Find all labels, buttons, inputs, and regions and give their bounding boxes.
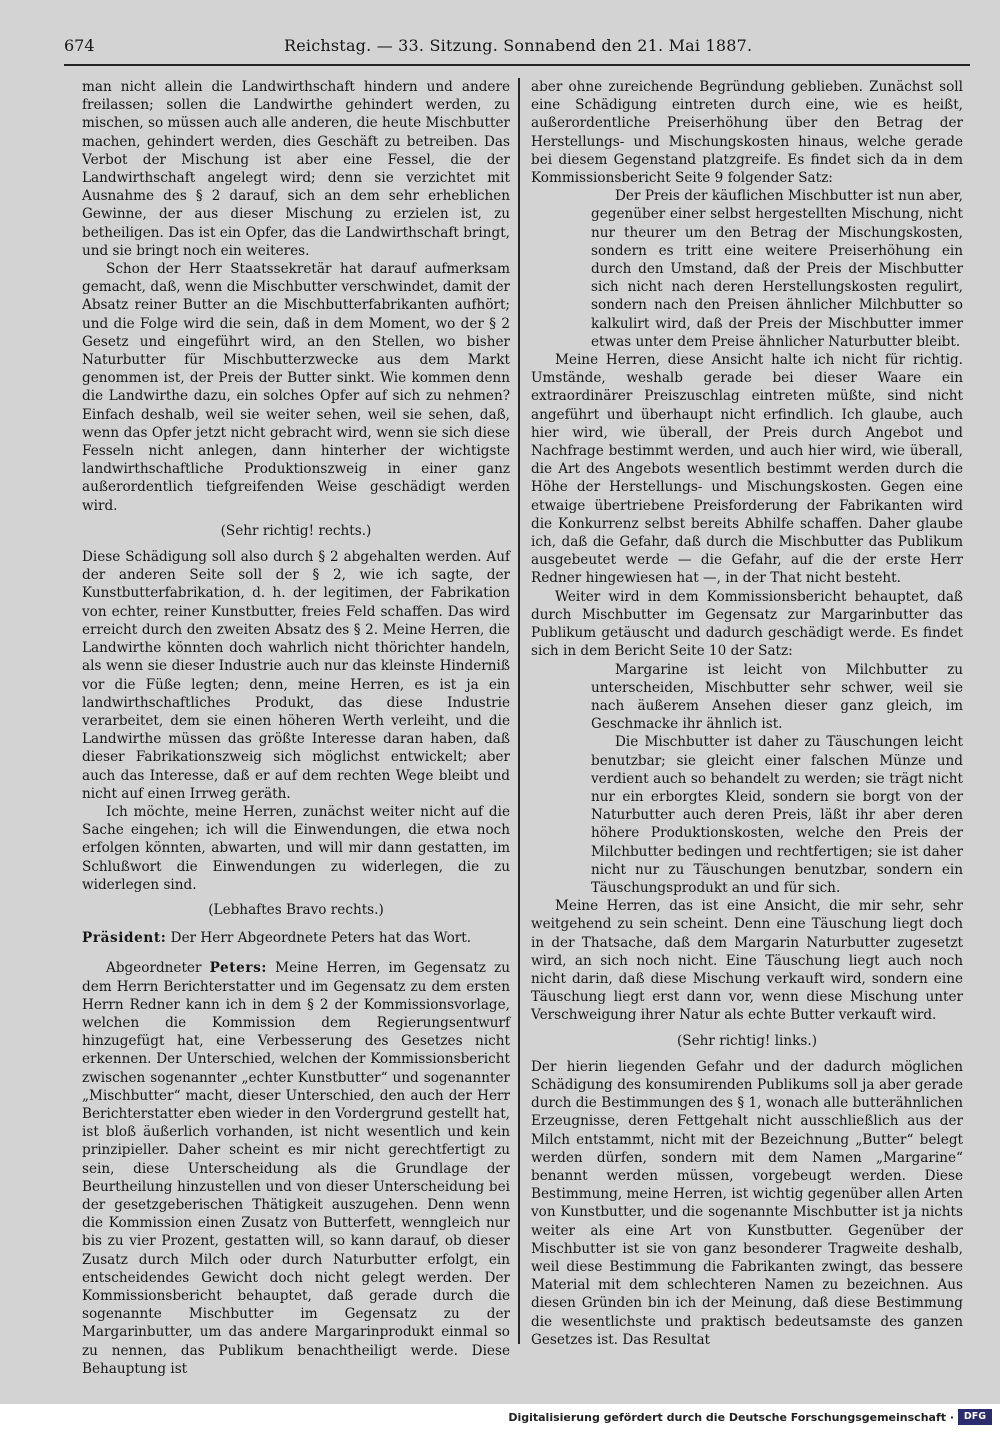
- left-column: [82, 78, 510, 1377]
- digitization-footer: [0, 1404, 1000, 1432]
- paragraph: aber ohne zureichende Begründung geblieben. Zunächst soll eine Schädigung eintreten durch eine, wie es heißt, außerordentliche Preiserhöhung über den Betrag der Herstellungs- und Mischungskosten hinaus, welche gerade bei diesem Gegenstand platzgreife. Es findet sich da in dem Kommissionsbericht Seite 9 folgender Satz:: [531, 79, 963, 187]
- quotation: Der Preis der käuflichen Mischbutter ist nun aber, gegenüber einer selbst hergestellten Mischung, nicht nur theurer um den Betrag der Mischungskosten, sondern es tritt eine weitere Preiserhöhung ein durch den Umstand, daß der Preis der Mischbutter sich nicht nach deren Herstellungskosten regulirt, sondern nach den Preisen ähnlicher Milchbutter so kalkulirt wird, daß der Preis der Mischbutter immer etwas unter dem Preise ähnlicher Naturbutter bleibt.: [591, 188, 963, 350]
- interjection: (Lebhaftes Bravo rechts.): [208, 901, 384, 918]
- speech-text: Meine Herren, im Gegensatz zu dem Herrn Berichterstatter und im Gegensatz zu dem ersten Herrn Redner kann ich in dem § 2 der Kommissionsvorlage, welchen die Kommission dem Regierungsentwurf hinzugefügt hat, eine Verbesserung des Gesetzes nicht erkennen. Der Unterschied, welchen der Kommissionsbericht zwischen sogenannter „echter Kunstbutter“ und sogenannter „Mischbutter“ macht, dieser Unterschied, den auch der Herr Berichterstatter eben wieder in den Vordergrund gestellt hat, ist bloß äußerlich vorhanden, ist nicht wesentlich und kein prinzipieller. Daher scheint es mir nicht gerechtfertigt zu sein, diese Unterscheidung als die Grundlage der Beurtheilung hinzustellen und von dieser Unterscheidung bei der gesetzgeberischen Thätigkeit auszugehen. Denn wenn die Kommission einen Zusatz von Butterfett, wenngleich nur bis zu vier Prozent, gestatten will, so kann darauf, ob dieser Zusatz durch Milch oder durch Naturbutter erfolgt, ein entscheidendes Gewicht doch nicht gelegt werden. Der Kommissionsbericht behauptet, daß gerade durch die sogenannte Mischbutter im Gegensatz zu der Margarinbutter, um das andere Margarinprodukt einmal so zu nennen, das Publikum benachtheiligt werde. Diese Behauptung ist: [82, 960, 510, 1377]
- right-column: [531, 78, 963, 1348]
- page-header: [64, 34, 970, 58]
- header-rule: [64, 64, 970, 66]
- speaker-intro: Abgeordneter: [106, 960, 202, 977]
- paragraph: Weiter wird in dem Kommissionsbericht behauptet, daß durch Mischbutter im Gegensatz zur Margarinbutter das Publikum getäuscht und dadurch geschädigt werde. Es findet sich in dem Bericht Seite 10 der Satz:: [531, 588, 963, 660]
- quotation: Margarine ist leicht von Milchbutter zu unterscheiden, Mischbutter sehr schwer, weil sie nach äußerem Ansehen dieser ganz gleich, im Geschmacke ihr ähnlich ist.: [591, 661, 963, 733]
- speaker-name: Peters:: [209, 960, 268, 977]
- paragraph: Meine Herren, diese Ansicht halte ich nicht für richtig. Umstände, weshalb gerade bei dieser Waare ein extraordinärer Preiszuschlag eintreten müßte, sind nicht angeführt und überhaupt nicht erfindlich. Ich glaube, auch hier wird, wie überall, der Preis durch Angebot und Nachfrage bestimmt werden, und auch hier wird, wie überall, die Art des Angebots wesentlich bestimmt werden durch die Höhe der Herstellungs- und Mischungskosten. Gegen eine etwaige übertriebene Preisforderung der Fabrikanten wird die Konkurrenz selbst bereits Abhilfe schaffen. Daher glaube ich, daß die Gefahr, daß durch die Mischbutter das Publikum ausgebeutet werde — die Gefahr, auf die der erste Herr Redner hingewiesen hat —, in der That nicht besteht.: [531, 352, 963, 587]
- column-divider: [518, 78, 520, 1344]
- speaker-label: Präsident:: [82, 930, 167, 947]
- running-title: Reichstag. — 33. Sitzung. Sonnabend den 21. Mai 1887.: [284, 36, 753, 55]
- interjection: (Sehr richtig! links.): [676, 1032, 818, 1049]
- page-number: 674: [64, 36, 95, 55]
- paragraph: Diese Schädigung soll also durch § 2 abgehalten werden. Auf der anderen Seite soll der § 2, wie ich sagte, der Kunstbutterfabrikation, d. h. der legitimen, der Fabrikation von echter, reiner Kunstbutter, freies Feld schaffen. Das wird erreicht durch den zweiten Absatz des § 2. Meine Herren, die Landwirthe könnten doch wahrlich nicht thörichter handeln, als wenn sie dieser Industrie auch nur das kleinste Hinderniß vor die Füße legten; denn, meine Herren, es ist ja ein landwirthschaftliches Produkt, das diese Industrie verarbeitet, dem sie einen höheren Werth verleiht, und die Landwirthe müssen das größte Interesse daran haben, daß dieser Fabrikationszweig sich möglichst entwickelt; aber auch das Interesse, daß er auf dem rechten Wege bleibt und nicht auf einen Irrweg geräth.: [82, 549, 510, 802]
- president-line: [82, 929, 510, 947]
- paragraph: Ich möchte, meine Herren, zunächst weiter nicht auf die Sache eingehen; ich will die Einwendungen, die etwa noch erfolgen könnten, abwarten, und will mir dann gestatten, im Schlußwort die Einwendungen zu widerlegen, die zu widerlegen sind.: [82, 803, 510, 893]
- paragraph: Meine Herren, das ist eine Ansicht, die mir sehr, sehr weitgehend zu sein scheint. Denn eine Täuschung liegt doch in der Thatsache, daß dem Margarin Naturbutter zugesetzt wird, an sich noch nicht. Eine Täuschung liegt auch noch nicht darin, daß diese Mischung verkauft wird, sondern eine Täuschung liegt erst dann vor, wenn diese Mischung unter Verschweigung ihrer Natur als echte Butter verkauft wird.: [531, 898, 963, 1024]
- paragraph: Der hierin liegenden Gefahr und der dadurch möglichen Schädigung des konsumirenden Publikums soll ja aber gerade durch die Bestimmungen des § 1, wonach alle butterähnlichen Erzeugnisse, deren Fettgehalt nicht ausschließlich aus der Milch entstammt, nicht mit der Bezeichnung „Butter“ belegt werden dürfen, sondern mit dem Namen „Margarine“ benannt werden müssen, vorgebeugt werden. Diese Bestimmung, meine Herren, ist wichtig gegenüber allen Arten von Kunstbutter, und die sogenannte Mischbutter ist ja nichts weiter als eine Art von Kunstbutter. Gegenüber der Mischbutter ist sie von ganz besonderer Tragweite deshalb, weil diese Bestimmung die Fabrikanten zwingt, das bessere Material mit dem schlechteren Namen zu bezeichnen. Aus diesen Gründen bin ich der Meinung, daß diese Bestimmung die wesentlichste und praktisch bedeutsamste des ganzen Gesetzes ist. Das Resultat: [531, 1058, 963, 1348]
- interjection: (Sehr richtig! rechts.): [220, 522, 372, 539]
- paragraph: man nicht allein die Landwirthschaft hindern und andere freilassen; sollen die Landwirthe gehindert werden, zu mischen, so müssen auch alle anderen, die heute Mischbutter machen, gehindert werden, dies Geschäft zu betreiben. Das Verbot der Mischung ist aber eine Fessel, die der Landwirthschaft angelegt wird; denn sie verzichtet mit Ausnahme des § 2 darauf, sich an dem sehr erheblichen Gewinne, der aus dieser Mischung zu erzielen ist, zu betheiligen. Das ist ein Opfer, das die Landwirthschaft bringt, und sie bringt noch ein weiteres.: [82, 79, 510, 259]
- paragraph: [82, 959, 510, 1378]
- funding-credit: Digitalisierung gefördert durch die Deutsche Forschungsgemeinschaft ·: [508, 1411, 954, 1424]
- quotation: Die Mischbutter ist daher zu Täuschungen leicht benutzbar; sie gleicht einer falschen Münze und verdient auch so behandelt zu werden; sie trägt nicht nur ein erborgtes Kleid, sondern sie borgt von der Naturbutter auch deren Preis, läßt ihr aber deren höhere Produktionskosten, welche den Preis der Milchbutter bedingen und rechtfertigen; sie ist daher nicht nur zu Täuschungen benutzbar, sondern ein Täuschungsprodukt an und für sich.: [591, 734, 963, 896]
- dfg-logo: DFG: [958, 1409, 992, 1425]
- paragraph: Schon der Herr Staatssekretär hat darauf aufmerksam gemacht, daß, wenn die Mischbutter verschwindet, damit der Absatz reiner Butter an die Mischbutterfabrikanten aufhört; und die Folge wird die sein, daß in dem Moment, wo der § 2 Gesetz und eingeführt wird, an den Stellen, wo bisher Naturbutter für Mischbutterzwecke aus dem Markt genommen ist, der Preis der Butter sinkt. Wie kommen denn die Landwirthe dazu, ein solches Opfer auf sich zu nehmen? Einfach deshalb, weil sie weiter sehen, weil sie sehen, daß, wenn das Opfer jetzt nicht gebracht wird, wenn sie sich diese Fesseln nicht anlegen, dann hinterher der wichtigste landwirthschaftliche Produktionszweig in einer ganz außerordentlich tiefgreifenden Weise geschädigt werden wird.: [82, 261, 510, 514]
- president-text: Der Herr Abgeordnete Peters hat das Wort.: [170, 930, 472, 947]
